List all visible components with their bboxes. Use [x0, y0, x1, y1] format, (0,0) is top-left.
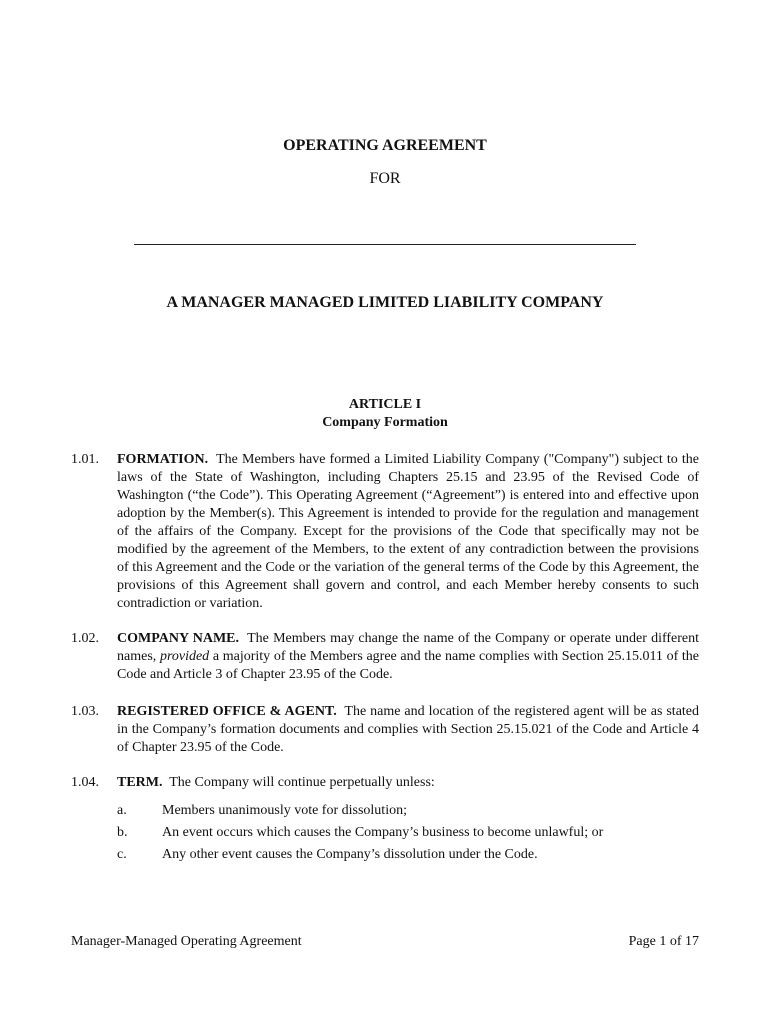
list-item-text: An event occurs which causes the Company’s business to become unlawful; or [162, 825, 604, 840]
document-title: OPERATING AGREEMENT [283, 137, 487, 154]
company-name-blank-line [134, 244, 636, 245]
section-body [117, 451, 699, 613]
section-heading: TERM. [117, 775, 163, 790]
section-number: 1.01. [71, 452, 99, 467]
article-name: Company Formation [322, 415, 448, 430]
list-item-letter: b. [117, 825, 128, 840]
section-text: The Members have formed a Limited Liability Company ("Company") subject to the laws of the State of Washington, including Chapters 25.15 and 23.95 of the Revised Code of Washington (“the Code”). This Operating Agreement (“Agreement”) is entered into and effective upon adoption by the Member(s). This Agreement is intended to provide for the regulation and management of the affairs of the Company. Except for the provisions of the Code that specifically may not be modified by the agreement of the Members, to the extent of any contradiction between the provisions of this Agreement and the Code or the variation of the general terms of the Code by this Agreement, the provisions of this Agreement shall govern and control, and each Member hereby consents to such contradiction or variation. [117, 452, 699, 611]
section-body [117, 774, 699, 792]
list-item-text: Members unanimously vote for dissolution; [162, 803, 407, 818]
list-item [117, 802, 677, 820]
list-item [117, 846, 677, 864]
section-1-01 [71, 451, 699, 613]
section-text-italic: provided [159, 649, 210, 664]
footer-document-name: Manager-Managed Operating Agreement [71, 934, 302, 949]
section-heading: COMPANY NAME. [117, 631, 239, 646]
section-1-04 [71, 774, 699, 792]
section-text-continued: a majority of the Members agree and the name complies with Section 25.15.011 of the Code and Article 3 of Chapter 23.95 of the Code. [117, 649, 700, 682]
section-body [117, 630, 699, 684]
list-item [117, 824, 677, 842]
section-1-02 [71, 630, 699, 684]
list-item-letter: c. [117, 847, 127, 862]
section-number: 1.02. [71, 631, 99, 646]
for-label: FOR [369, 170, 401, 187]
section-number: 1.03. [71, 704, 99, 719]
section-heading: FORMATION. [117, 452, 209, 467]
company-type-heading: A MANAGER MANAGED LIMITED LIABILITY COMPANY [166, 294, 604, 311]
section-text: The Members may change the name of the Company or operate under different names, [117, 631, 700, 664]
list-item-letter: a. [117, 803, 127, 818]
section-number: 1.04. [71, 775, 99, 790]
section-1-03 [71, 703, 699, 757]
section-text: The name and location of the registered agent will be as stated in the Company’s formation documents and complies with Section 25.15.021 of the Code and Article 4 of Chapter 23.95 of the Code. [117, 704, 700, 755]
section-body [117, 703, 699, 757]
article-number: ARTICLE I [348, 397, 422, 412]
footer-page-number: Page 1 of 17 [628, 934, 699, 949]
list-item-text: Any other event causes the Company’s dissolution under the Code. [162, 847, 538, 862]
section-text: The Company will continue perpetually unless: [169, 775, 435, 790]
section-heading: REGISTERED OFFICE & AGENT. [117, 704, 337, 719]
